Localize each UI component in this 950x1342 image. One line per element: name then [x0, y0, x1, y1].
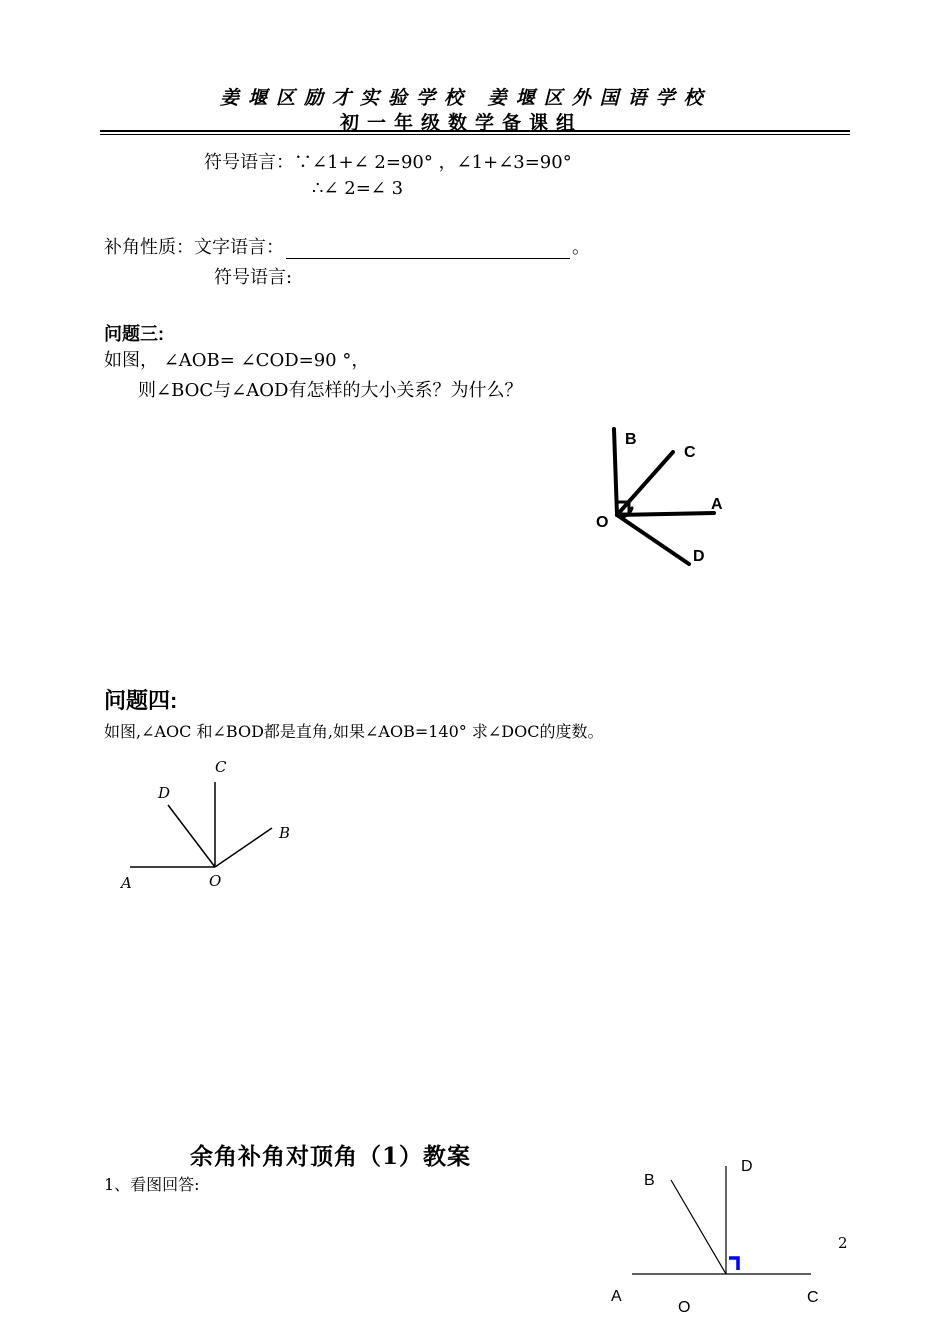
symbol-language-line2: ∴∠ 2=∠ 3 [312, 178, 404, 199]
lesson-label-a: A [611, 1288, 622, 1305]
lesson-label-b: B [644, 1172, 655, 1189]
supplement-period: 。 [572, 237, 590, 258]
q3-line1: 如图， ∠AOB= ∠COD=90 °， [104, 350, 370, 371]
lesson-ray-ob [671, 1180, 726, 1274]
lesson-right-angle-mark [729, 1258, 738, 1270]
q4-label-c: C [215, 758, 227, 776]
q3-label-b: B [625, 431, 637, 448]
q4-label-b: B [279, 824, 291, 842]
q4-title: 问题四: [104, 688, 178, 713]
header-group: 初一年级数学备课组 [340, 112, 584, 134]
q4-label-a: A [121, 874, 132, 892]
supplement-label: 补角性质：文字语言： [104, 237, 284, 258]
symbol-language-line1: 符号语言：∵∠1+∠ 2=90° ，∠1+∠3=90° [204, 152, 572, 173]
lesson-title: 余角补角对顶角（1）教案 [190, 1143, 472, 1170]
supplement-symbol-label: 符号语言: [214, 267, 293, 288]
lesson-label-o: O [678, 1299, 691, 1316]
q3-label-o: O [596, 514, 609, 531]
q3-label-d: D [693, 548, 705, 565]
q3-label-c: C [684, 444, 696, 461]
q3-title: 问题三: [104, 324, 164, 344]
lesson-item-1: 1、看图回答: [104, 1175, 200, 1194]
lesson-label-d: D [741, 1158, 753, 1175]
q4-label-d: D [158, 784, 171, 802]
q4-text: 如图,∠AOC 和∠BOD都是直角,如果∠AOB=140° 求∠DOC的度数。 [104, 722, 604, 741]
q4-label-o: O [209, 872, 222, 890]
lesson-label-c: C [807, 1289, 819, 1306]
page-number: 2 [838, 1234, 848, 1252]
q3-label-a: A [711, 496, 723, 513]
header-schools: 姜堰区励才实验学校 姜堰区外国语学校 [220, 87, 712, 109]
q3-line2: 则∠BOC与∠AOD有怎样的大小关系？为什么？ [138, 380, 523, 401]
